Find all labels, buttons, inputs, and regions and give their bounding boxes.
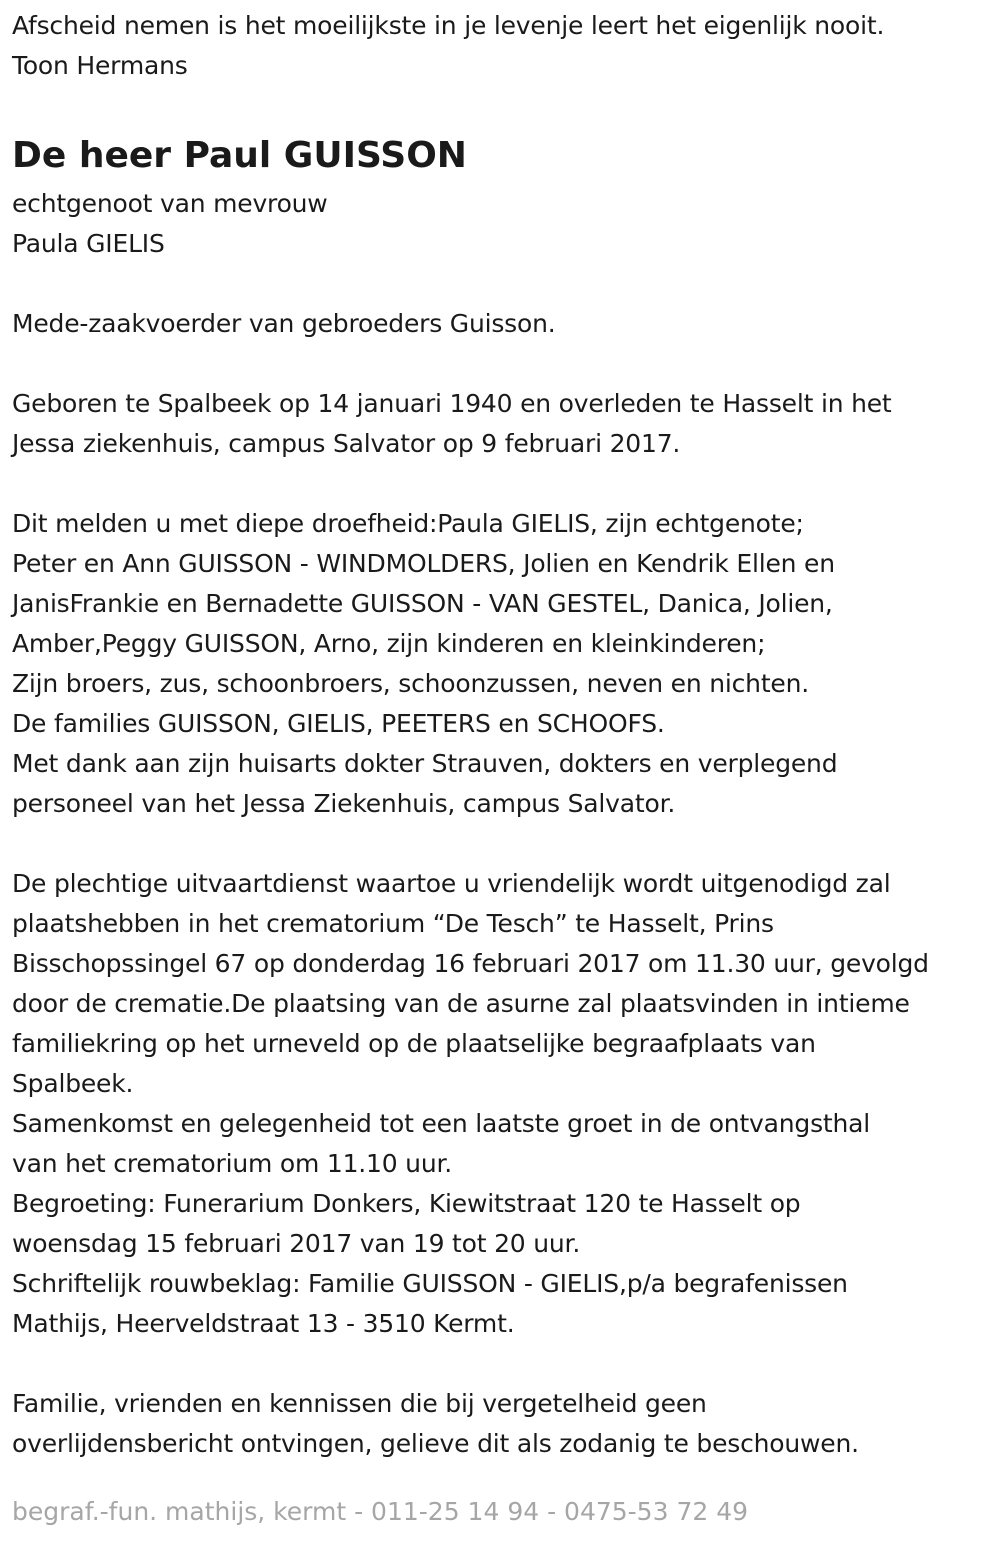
birth-death-line: Jessa ziekenhuis, campus Salvator op 9 februari 2017. xyxy=(12,429,681,458)
spouse-name: Paula GIELIS xyxy=(12,229,165,258)
quote-text: Afscheid nemen is het moeilijkste in je levenje leert het eigenlijk nooit. xyxy=(12,11,885,40)
spouse-section xyxy=(12,184,988,264)
ceremony-section xyxy=(12,864,988,1344)
family-line: Amber,Peggy GUISSON, Arno, zijn kinderen en kleinkinderen; xyxy=(12,629,766,658)
family-line: personeel van het Jessa Ziekenhuis, campus Salvator. xyxy=(12,789,676,818)
ceremony-line: Begroeting: Funerarium Donkers, Kiewitstraat 120 te Hasselt op xyxy=(12,1189,801,1218)
ceremony-line: door de crematie.De plaatsing van de asurne zal plaatsvinden in intieme xyxy=(12,989,910,1018)
spouse-line: echtgenoot van mevrouw xyxy=(12,189,328,218)
family-line: Peter en Ann GUISSON - WINDMOLDERS, Jolien en Kendrik Ellen en xyxy=(12,549,835,578)
ceremony-line: plaatshebben in het crematorium “De Tesch” te Hasselt, Prins xyxy=(12,909,774,938)
family-line: De families GUISSON, GIELIS, PEETERS en SCHOOFS. xyxy=(12,709,665,738)
ceremony-line: Schriftelijk rouwbeklag: Familie GUISSON - GIELIS,p/a begrafenissen xyxy=(12,1269,848,1298)
family-section xyxy=(12,504,988,824)
quote-author: Toon Hermans xyxy=(12,51,188,80)
ceremony-line: Spalbeek. xyxy=(12,1069,134,1098)
ceremony-line: Bisschopssingel 67 op donderdag 16 februari 2017 om 11.30 uur, gevolgd xyxy=(12,949,929,978)
family-line: JanisFrankie en Bernadette GUISSON - VAN GESTEL, Danica, Jolien, xyxy=(12,589,833,618)
family-line: Zijn broers, zus, schoonbroers, schoonzussen, neven en nichten. xyxy=(12,669,809,698)
funeral-home-footer: begraf.-fun. mathijs, kermt - 011-25 14 94 - 0475-53 72 49 xyxy=(12,1497,749,1526)
birth-death-section xyxy=(12,384,988,464)
ceremony-line: familiekring op het urneveld op de plaatselijke begraafplaats van xyxy=(12,1029,816,1058)
family-line: Met dank aan zijn huisarts dokter Strauven, dokters en verplegend xyxy=(12,749,838,778)
ceremony-line: Mathijs, Heerveldstraat 13 - 3510 Kermt. xyxy=(12,1309,515,1338)
occupation-text: Mede-zaakvoerder van gebroeders Guisson. xyxy=(12,309,556,338)
closing-line: overlijdensbericht ontvingen, gelieve dit als zodanig te beschouwen. xyxy=(12,1429,859,1458)
ceremony-line: De plechtige uitvaartdienst waartoe u vriendelijk wordt uitgenodigd zal xyxy=(12,869,891,898)
family-line: Dit melden u met diepe droefheid:Paula GIELIS, zijn echtgenote; xyxy=(12,509,804,538)
ceremony-line: Samenkomst en gelegenheid tot een laatste groet in de ontvangsthal xyxy=(12,1109,871,1138)
ceremony-line: woensdag 15 februari 2017 van 19 tot 20 uur. xyxy=(12,1229,581,1258)
closing-line: Familie, vrienden en kennissen die bij vergetelheid geen xyxy=(12,1389,707,1418)
birth-death-line: Geboren te Spalbeek op 14 januari 1940 en overleden te Hasselt in het xyxy=(12,389,892,418)
closing-section xyxy=(12,1384,988,1464)
quote-section xyxy=(12,6,988,86)
ceremony-line: van het crematorium om 11.10 uur. xyxy=(12,1149,453,1178)
deceased-name: De heer Paul GUISSON xyxy=(12,135,467,176)
